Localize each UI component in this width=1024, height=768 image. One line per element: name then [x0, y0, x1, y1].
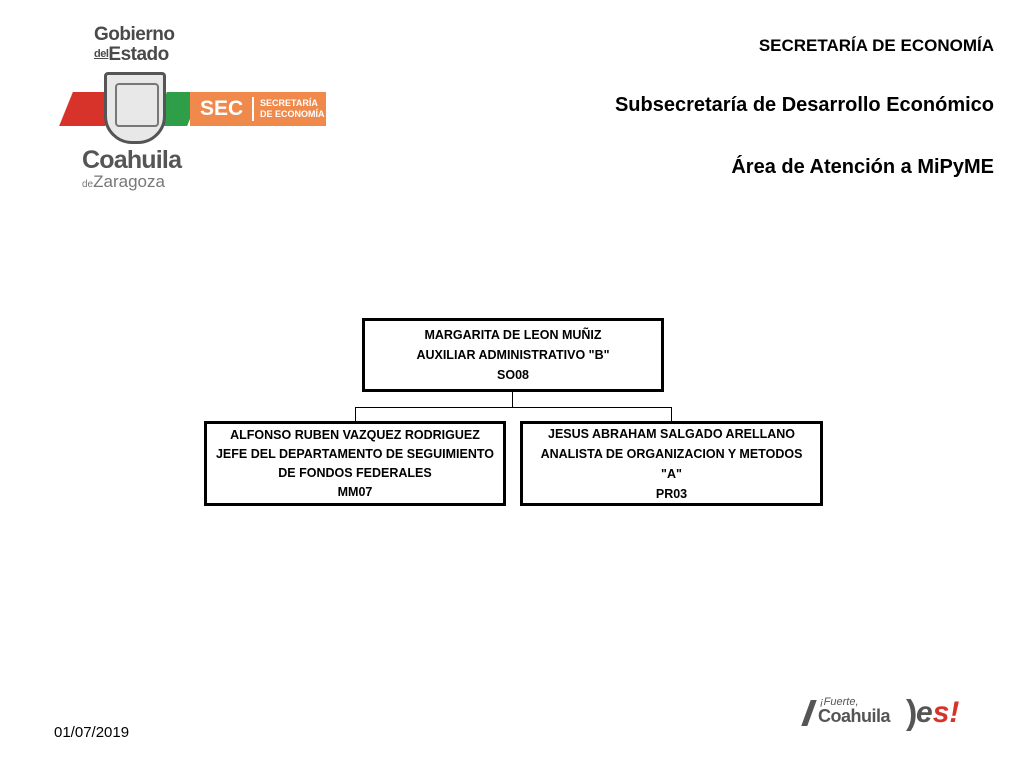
logo-state-name: Coahuila — [82, 146, 182, 174]
slogan-paren-icon: ) — [906, 694, 918, 732]
node-title: ANALISTA DE ORGANIZACION Y METODOS "A" — [540, 446, 803, 481]
fuerte-coahuila-logo — [806, 694, 978, 738]
org-node-right — [520, 421, 823, 506]
logo-zaragoza: Zaragoza — [93, 172, 165, 191]
logo-state-sub — [82, 172, 165, 192]
org-node-top — [362, 318, 664, 392]
logo-de: de — [82, 179, 94, 190]
slogan-line-2: Coahuila — [818, 706, 891, 726]
logo-estado: Estado — [108, 44, 169, 65]
subsecretaria-title: Subsecretaría de Desarrollo Económico — [614, 94, 994, 116]
gobierno-coahuila-logo — [64, 22, 336, 194]
node-code: SO08 — [497, 368, 529, 382]
node-code: PR03 — [655, 486, 688, 501]
org-node-left — [204, 421, 506, 506]
secretaria-title: SECRETARÍA DE ECONOMÍA — [758, 36, 994, 55]
node-title: JEFE DEL DEPARTAMENTO DE SEGUIMIENTO DE FONDOS FEDERALES — [215, 446, 495, 480]
connector-vertical-left — [355, 407, 356, 421]
slogan-slash-icon — [801, 700, 816, 726]
sec-divider — [252, 97, 254, 121]
slogan-s: s! — [932, 696, 960, 729]
logo-line-del-estado — [94, 44, 169, 66]
connector-horizontal — [355, 407, 672, 408]
logo-del: del — [94, 48, 109, 60]
node-name: JESUS ABRAHAM SALGADO ARELLANO — [548, 426, 795, 441]
slogan-e: e — [916, 696, 933, 729]
slogan-es — [916, 696, 959, 730]
footer-date: 01/07/2019 — [54, 724, 130, 741]
sec-sub-line-1: SECRETARÍA — [260, 98, 318, 108]
slogan-line-1: ¡Fuerte, — [820, 696, 859, 708]
logo-line-gobierno: Gobierno — [94, 24, 175, 45]
connector-vertical-right — [671, 407, 672, 421]
coat-of-arms-icon — [104, 72, 166, 144]
sec-sub-line-2: DE ECONOMÍA — [260, 109, 325, 119]
connector-vertical-top — [512, 392, 513, 407]
node-title: AUXILIAR ADMINISTRATIVO "B" — [416, 348, 610, 362]
node-name: MARGARITA DE LEON MUÑIZ — [424, 328, 602, 342]
sec-badge — [190, 92, 326, 126]
area-title: Área de Atención a MiPyME — [731, 156, 994, 178]
node-code: MM07 — [337, 484, 373, 499]
node-name: ALFONSO RUBEN VAZQUEZ RODRIGUEZ — [230, 427, 480, 442]
sec-label: SEC — [200, 97, 244, 120]
